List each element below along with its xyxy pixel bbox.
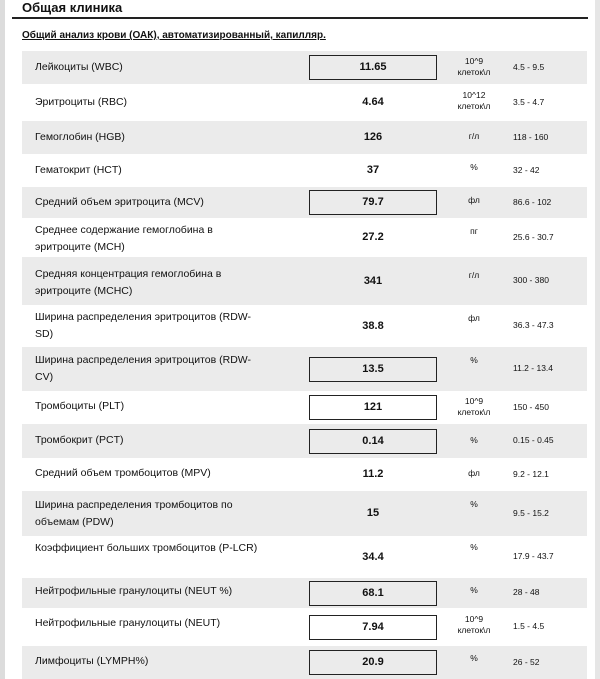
result-row — [22, 347, 587, 391]
unit: % — [470, 653, 478, 663]
test-name: Лейкоциты (WBC) — [35, 61, 123, 73]
reference-range: 4.5 - 9.5 — [513, 62, 545, 72]
reference-range: 36.3 - 47.3 — [513, 320, 554, 330]
reference-range: 11.2 - 13.4 — [513, 363, 554, 373]
unit: 10^12 клеток\л — [457, 90, 491, 111]
reference-range: 17.9 - 43.7 — [513, 551, 554, 561]
result-value: 0.14 — [362, 435, 384, 447]
unit: 10^9 клеток\л — [457, 56, 491, 77]
section-title: Общий анализ крови (ОАК), автоматизированный, капилляр. — [22, 30, 326, 41]
result-row — [22, 391, 587, 424]
unit: % — [470, 435, 478, 445]
result-value: 13.5 — [362, 363, 384, 375]
test-name: Среднее содержание гемоглобина в эритроците (MCH) — [35, 224, 213, 253]
result-value: 37 — [366, 164, 380, 176]
reference-range: 25.6 - 30.7 — [513, 232, 554, 242]
reference-range: 0.15 - 0.45 — [513, 435, 554, 445]
unit: % — [470, 542, 478, 552]
result-value: 11.2 — [362, 468, 384, 480]
unit: 10^9 клеток\л — [457, 614, 491, 635]
test-name: Гемоглобин (HGB) — [35, 131, 125, 143]
test-name: Эритроциты (RBC) — [35, 96, 128, 108]
result-value: 68.1 — [362, 587, 384, 599]
result-row — [22, 51, 587, 84]
result-value: 4.64 — [362, 96, 384, 108]
reference-range: 9.5 - 15.2 — [513, 508, 549, 518]
result-value: 126 — [363, 131, 383, 143]
reference-range: 118 - 160 — [513, 132, 549, 142]
result-value: 11.65 — [359, 61, 387, 73]
test-name: Средний объем тромбоцитов (MPV) — [35, 467, 211, 479]
result-value: 34.4 — [362, 551, 384, 563]
result-value: 121 — [363, 401, 383, 413]
result-row — [22, 84, 587, 121]
reference-range: 300 - 380 — [513, 275, 549, 285]
result-value: 341 — [363, 275, 383, 287]
test-name: Средний объем эритроцита (MCV) — [35, 196, 204, 208]
result-row — [22, 187, 587, 218]
result-value: 7.94 — [362, 621, 384, 633]
result-row — [22, 491, 587, 536]
reference-range: 26 - 52 — [513, 657, 540, 667]
result-row — [22, 646, 587, 679]
reference-range: 150 - 450 — [513, 402, 549, 412]
reference-range: 28 - 48 — [513, 587, 540, 597]
unit: % — [470, 585, 478, 595]
result-value: 38.8 — [362, 320, 384, 332]
result-row — [22, 305, 587, 347]
result-row — [22, 424, 587, 458]
result-row — [22, 458, 587, 491]
test-name: Коэффициент больших тромбоцитов (P-LCR) — [35, 542, 258, 554]
result-value: 27.2 — [362, 231, 384, 243]
unit: фл — [468, 468, 480, 478]
reference-range: 32 - 42 — [513, 165, 540, 175]
test-name: Гематокрит (HCT) — [35, 164, 122, 176]
test-name: Тромбокрит (PCT) — [35, 434, 124, 446]
result-row — [22, 121, 587, 154]
test-name: Тромбоциты (PLT) — [35, 400, 125, 412]
page-title: Общая клиника — [22, 0, 123, 15]
unit: % — [470, 162, 478, 172]
test-name: Лимфоциты (LYMPH%) — [35, 655, 149, 667]
result-row — [22, 154, 587, 187]
unit: % — [470, 355, 478, 365]
test-name: Ширина распределения тромбоцитов по объемам (PDW) — [35, 499, 233, 528]
result-value: 20.9 — [362, 656, 384, 668]
page-header — [12, 0, 588, 19]
result-row — [22, 218, 587, 257]
result-value: 79.7 — [362, 196, 384, 208]
result-value: 15 — [366, 507, 380, 519]
test-name: Нейтрофильные гранулоциты (NEUT %) — [35, 585, 233, 597]
result-row — [22, 578, 587, 608]
unit: фл — [468, 313, 480, 323]
unit: % — [470, 499, 478, 509]
test-name: Ширина распределения эритроцитов (RDW-CV) — [35, 354, 251, 383]
test-name: Нейтрофильные гранулоциты (NEUT) — [35, 617, 221, 629]
reference-range: 86.6 - 102 — [513, 197, 552, 207]
test-name: Ширина распределения эритроцитов (RDW-SD) — [35, 311, 251, 340]
result-row — [22, 257, 587, 305]
scan-edge-right — [595, 0, 600, 679]
scan-edge-left — [0, 0, 5, 679]
unit: пг — [470, 226, 478, 236]
reference-range: 1.5 - 4.5 — [513, 621, 545, 631]
result-row — [22, 536, 587, 578]
result-row — [22, 608, 587, 646]
unit: г/л — [468, 131, 480, 141]
reference-range: 3.5 - 4.7 — [513, 97, 545, 107]
unit: г/л — [468, 270, 480, 280]
unit: фл — [468, 195, 480, 205]
unit: 10^9 клеток\л — [457, 396, 491, 417]
reference-range: 9.2 - 12.1 — [513, 469, 549, 479]
test-name: Средняя концентрация гемоглобина в эритроците (MCHC) — [35, 268, 222, 297]
